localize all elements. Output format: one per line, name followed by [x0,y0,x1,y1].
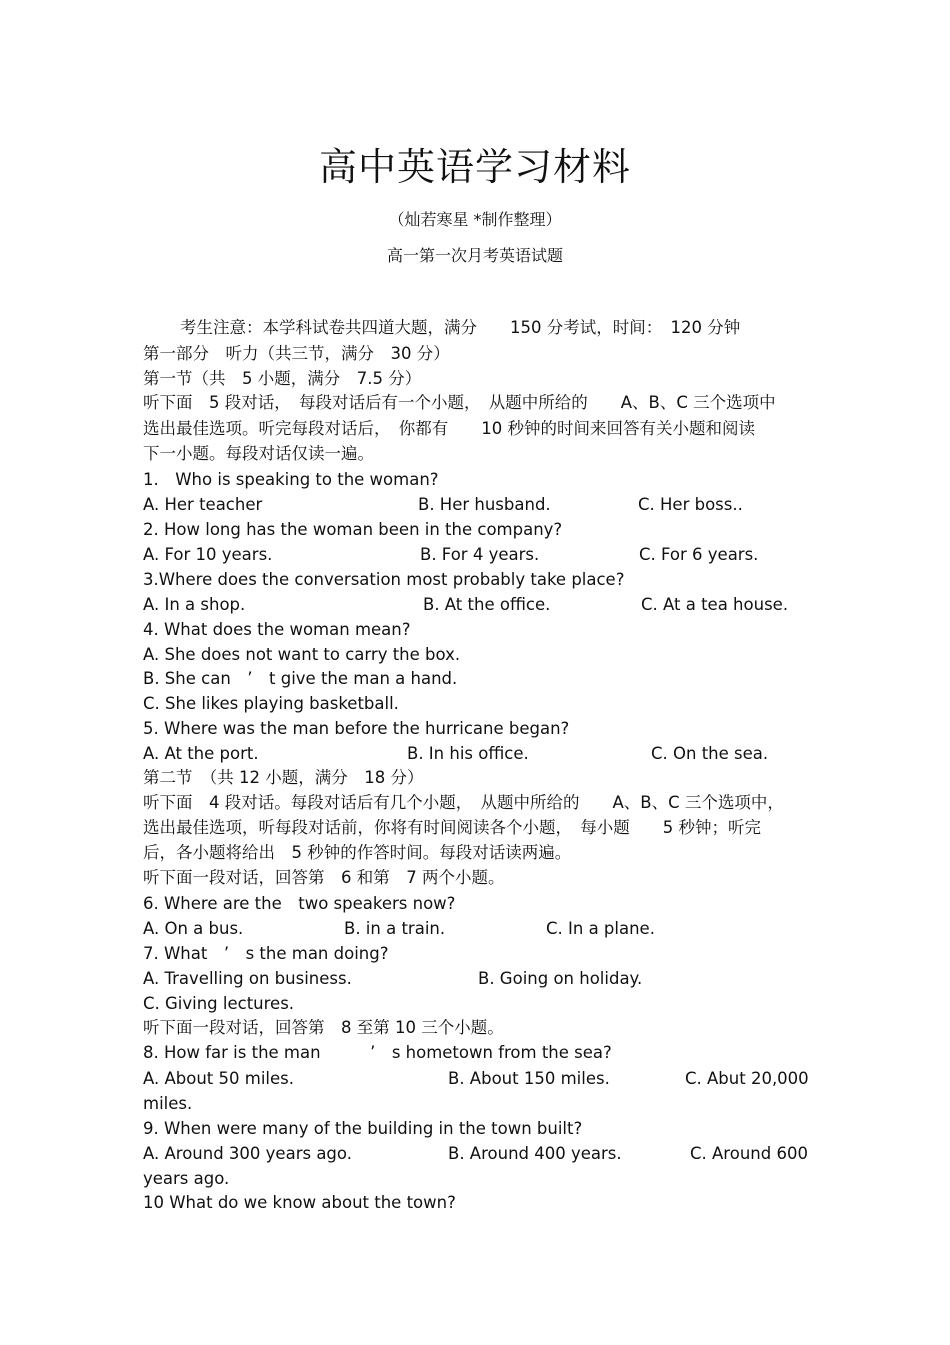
question-5: 5. Where was the man before the hurricane began? [143,719,570,738]
q9-option-c-continued: years ago. [143,1169,230,1188]
q7-option-a: A. Travelling on business. [143,969,352,988]
q4-option-a: A. She does not want to carry the box. [143,645,461,664]
dialog-8-10-instruction: 听下面一段对话，回答第 8 至第 10 三个小题。 [143,1018,504,1037]
section-one-heading: 第一节（共 5 小题，满分 7.5 分） [143,369,422,388]
section-two-heading: 第二节 （共 12 小题，满分 18 分） [143,768,424,787]
q1-option-a: A. Her teacher [143,495,263,514]
section-two-instruction-3: 后，各小题将给出 5 秒钟的作答时间。每段对话读两遍。 [143,843,572,862]
q8-option-a: A. About 50 miles. [143,1069,294,1088]
part-one-heading: 第一部分 听力（共三节，满分 30 分） [143,344,450,363]
q5-option-a: A. At the port. [143,744,259,763]
q6-option-a: A. On a bus. [143,919,244,938]
question-1: 1. Who is speaking to the woman? [143,470,439,489]
q3-option-b: B. At the office. [423,595,551,614]
question-6: 6. Where are the two speakers now? [143,894,456,913]
q9-option-a: A. Around 300 years ago. [143,1144,352,1163]
section-two-instruction-1: 听下面 4 段对话。每段对话后有几个小题， 从题中所给的 A、B、C 三个选项中， [143,793,784,812]
q9-option-b: B. Around 400 years. [448,1144,622,1163]
doc-title: 高中英语学习材料 [318,145,631,189]
q2-option-a: A. For 10 years. [143,545,273,564]
question-4: 4. What does the woman mean? [143,620,411,639]
q2-option-c: C. For 6 years. [639,545,759,564]
q6-option-b: B. in a train. [344,919,446,938]
dialog-6-7-instruction: 听下面一段对话，回答第 6 和第 7 两个小题。 [143,868,505,887]
q7-option-c: C. Giving lectures. [143,994,295,1013]
question-2: 2. How long has the woman been in the company? [143,520,563,539]
exam-title: 高一第一次月考英语试题 [386,246,563,265]
section-one-instruction-3: 下一小题。每段对话仅读一遍。 [143,444,374,463]
q4-option-c: C. She likes playing basketball. [143,694,399,713]
q9-option-c: C. Around 600 [690,1144,808,1163]
credit-line: （灿若寒星 *制作整理） [388,210,562,229]
exam-notice: 考生注意：本学科试卷共四道大题，满分 150 分考试，时间： 120 分钟 [180,318,741,337]
q7-option-b: B. Going on holiday. [478,969,643,988]
section-one-instruction-2: 选出最佳选项。听完每段对话后， 你都有 10 秒钟的时间来回答有关小题和阅读 [143,419,755,438]
q2-option-b: B. For 4 years. [420,545,540,564]
q6-option-c: C. In a plane. [546,919,655,938]
q3-option-a: A. In a shop. [143,595,246,614]
q5-option-c: C. On the sea. [651,744,769,763]
question-9: 9. When were many of the building in the town built? [143,1119,583,1138]
q8-option-b: B. About 150 miles. [448,1069,610,1088]
q8-option-c: C. Abut 20,000 [685,1069,809,1088]
question-10: 10 What do we know about the town? [143,1193,456,1212]
section-one-instruction-1: 听下面 5 段对话， 每段对话后有一个小题， 从题中所给的 A、B、C 三个选项中 [143,393,776,412]
q1-option-b: B. Her husband. [418,495,551,514]
q8-option-c-continued: miles. [143,1094,193,1113]
q3-option-c: C. At a tea house. [641,595,789,614]
q5-option-b: B. In his office. [407,744,529,763]
question-8: 8. How far is the man ’ s hometown from the sea? [143,1043,612,1062]
question-3: 3.Where does the conversation most probably take place? [143,570,625,589]
section-two-instruction-2: 选出最佳选项，听每段对话前，你将有时间阅读各个小题， 每小题 5 秒钟；听完 [143,818,761,837]
q4-option-b: B. She can ’ t give the man a hand. [143,669,458,688]
q1-option-c: C. Her boss.. [638,495,743,514]
question-7: 7. What ’ s the man doing? [143,944,389,963]
